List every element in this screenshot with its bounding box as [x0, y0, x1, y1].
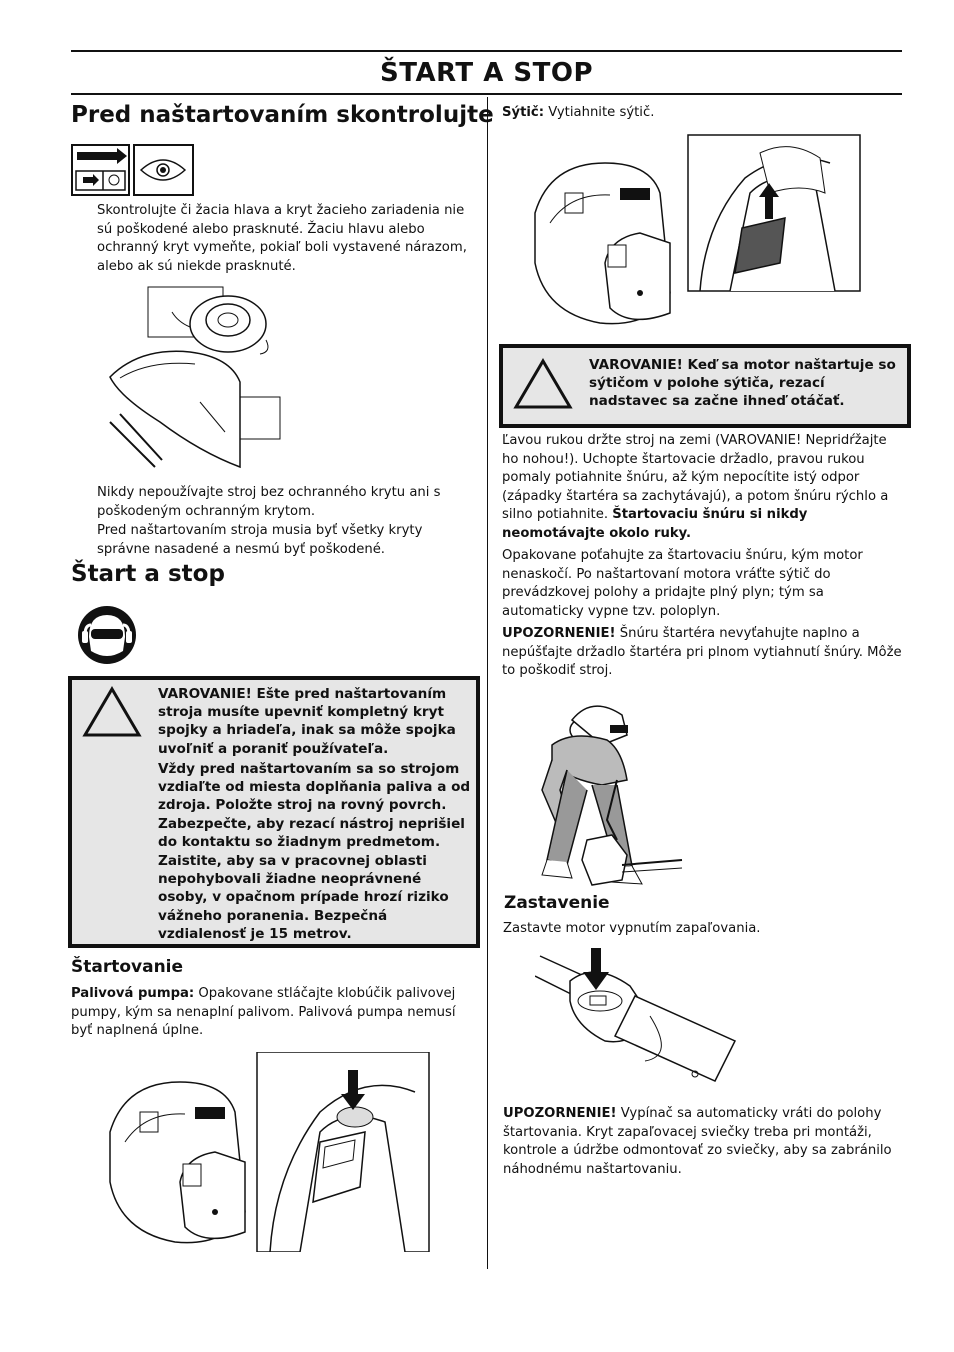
guard-warning-text: Nikdy nepoužívajte stroj bez ochranného krytu ani s poškodeným ochranným krytom.	[97, 485, 441, 519]
notice-label: UPOZORNENIE!	[502, 626, 616, 641]
stop-engine-text: Zastavte motor vypnutím zapaľovania.	[503, 921, 761, 936]
notice-starter-body: Šnúru štartéra nevyťahujte naplno a nepúšťajte držadlo štartéra pri plnom vytiahnutí šnúry. Môže to poškodiť stroj.	[502, 626, 902, 679]
notice-starter-text	[502, 625, 902, 681]
warning-triangle-icon	[513, 358, 573, 410]
fuel-pump-text	[71, 985, 475, 1041]
check-trimmer-head-text: Skontrolujte či žacia hlava a kryt žacieho zariadenia nie sú poškodené alebo prasknuté. Žaciu hlavu alebo ochranný kryt vymeňte, pokiaľ boli vystavené nárazom, alebo ak sú niekde prasknuté.	[97, 203, 467, 274]
warning-refuel-text: Vždy pred naštartovaním sa so strojom vzdiaľte od miesta doplňania paliva a od zdroja. Položte stroj na rovný povrch. Zabezpečte, aby rezací nástroj neprišiel do kontaktu so žiadnym predmetom.	[158, 761, 471, 850]
page-title: ŠTART A STOP	[380, 58, 593, 88]
manual-arrow-icon	[72, 145, 129, 195]
column-divider	[487, 97, 488, 1269]
fuel-pump-illustration	[105, 1052, 430, 1252]
subheading-stopping: Zastavenie	[504, 893, 610, 913]
title-rule	[71, 93, 902, 95]
warning-triangle-icon	[82, 686, 142, 738]
notice-ignition-body: Vypínač sa automaticky vráti do polohy štartovania. Kryt zapaľovacej sviečky treba pri montáži, kontrole a údržbe odmontovať zo sviečky, aby sa zabránilo náhodnému naštartovaniu.	[503, 1106, 892, 1177]
warning-choke-text: VAROVANIE! Keď sa motor naštartuje so sýtičom v polohe sýtiča, rezací nadstavec sa začne ihneď otáčať.	[589, 357, 896, 410]
starting-procedure-text	[502, 432, 902, 544]
choke-text	[502, 104, 902, 123]
subheading-starting: Štartovanie	[71, 957, 184, 977]
top-rule	[71, 50, 902, 52]
warning-clutch-text: VAROVANIE! Ešte pred naštartovaním stroja musíte upevniť kompletný kryt spojky a hriadeľa, inak sa môže spojka uvoľniť a poraniť používateľa.	[158, 686, 456, 757]
pull-cord-text: Opakovane poťahujte za štartovaciu šnúru, kým motor nenaskočí. Po naštartovaní motora vráťte sýtič do prevádzkovej polohy a pridajte plný plyn; tým sa automaticky vypne tzv. poloplyn.	[502, 548, 863, 619]
starting-cord-warning: Štartovaciu šnúru si nikdy neomotávajte okolo ruky.	[502, 507, 808, 541]
operator-starting-illustration	[532, 690, 687, 890]
warning-distance-text: Zaistite, aby sa v pracovnej oblasti nepohybovali žiadne neoprávnené osoby, v opačnom prípade hrozí riziko vážneho poranenia. Bezpečná vzdialenosť je 15 metrov.	[158, 853, 449, 942]
warning-box-choke	[499, 344, 911, 428]
section-heading-before-start: Pred naštartovaním skontrolujte	[71, 102, 494, 128]
trimmer-guard-illustration	[100, 282, 285, 477]
covers-text: Pred naštartovaním stroja musia byť všetky kryty správne nasadené a nesmú byť poškodené.	[97, 523, 423, 557]
choke-illustration	[530, 133, 862, 333]
protective-equipment-icon	[77, 605, 137, 665]
section-heading-start-stop: Štart a stop	[71, 561, 225, 587]
starting-procedure-main: Ľavou rukou držte stroj na zemi (VAROVANIE! Nepridŕžajte ho nohou!). Uchopte štartovacie držadlo, pravou rukou pomaly potiahnite šnúru, až kým nepocítite istý odpor (západky štartéra sa zachytávajú), a potom šnúru rýchlo a silno potiahnite.	[502, 433, 889, 523]
eye-inspect-icon	[134, 145, 193, 195]
fuel-pump-label: Palivová pumpa:	[71, 986, 195, 1001]
inspection-symbols	[71, 144, 195, 196]
choke-instructions: Vytiahnite sýtič.	[544, 105, 655, 120]
choke-label: Sýtič:	[502, 105, 545, 120]
notice-ignition-text	[503, 1105, 903, 1179]
warning-box-clutch	[68, 676, 480, 948]
stop-switch-illustration	[535, 946, 745, 1091]
fuel-pump-instructions: Opakovane stláčajte klobúčik palivovej pumpy, kým sa nenaplní palivom. Palivová pumpa nemusí byť naplnená úplne.	[71, 986, 456, 1039]
notice-label: UPOZORNENIE!	[503, 1106, 617, 1121]
